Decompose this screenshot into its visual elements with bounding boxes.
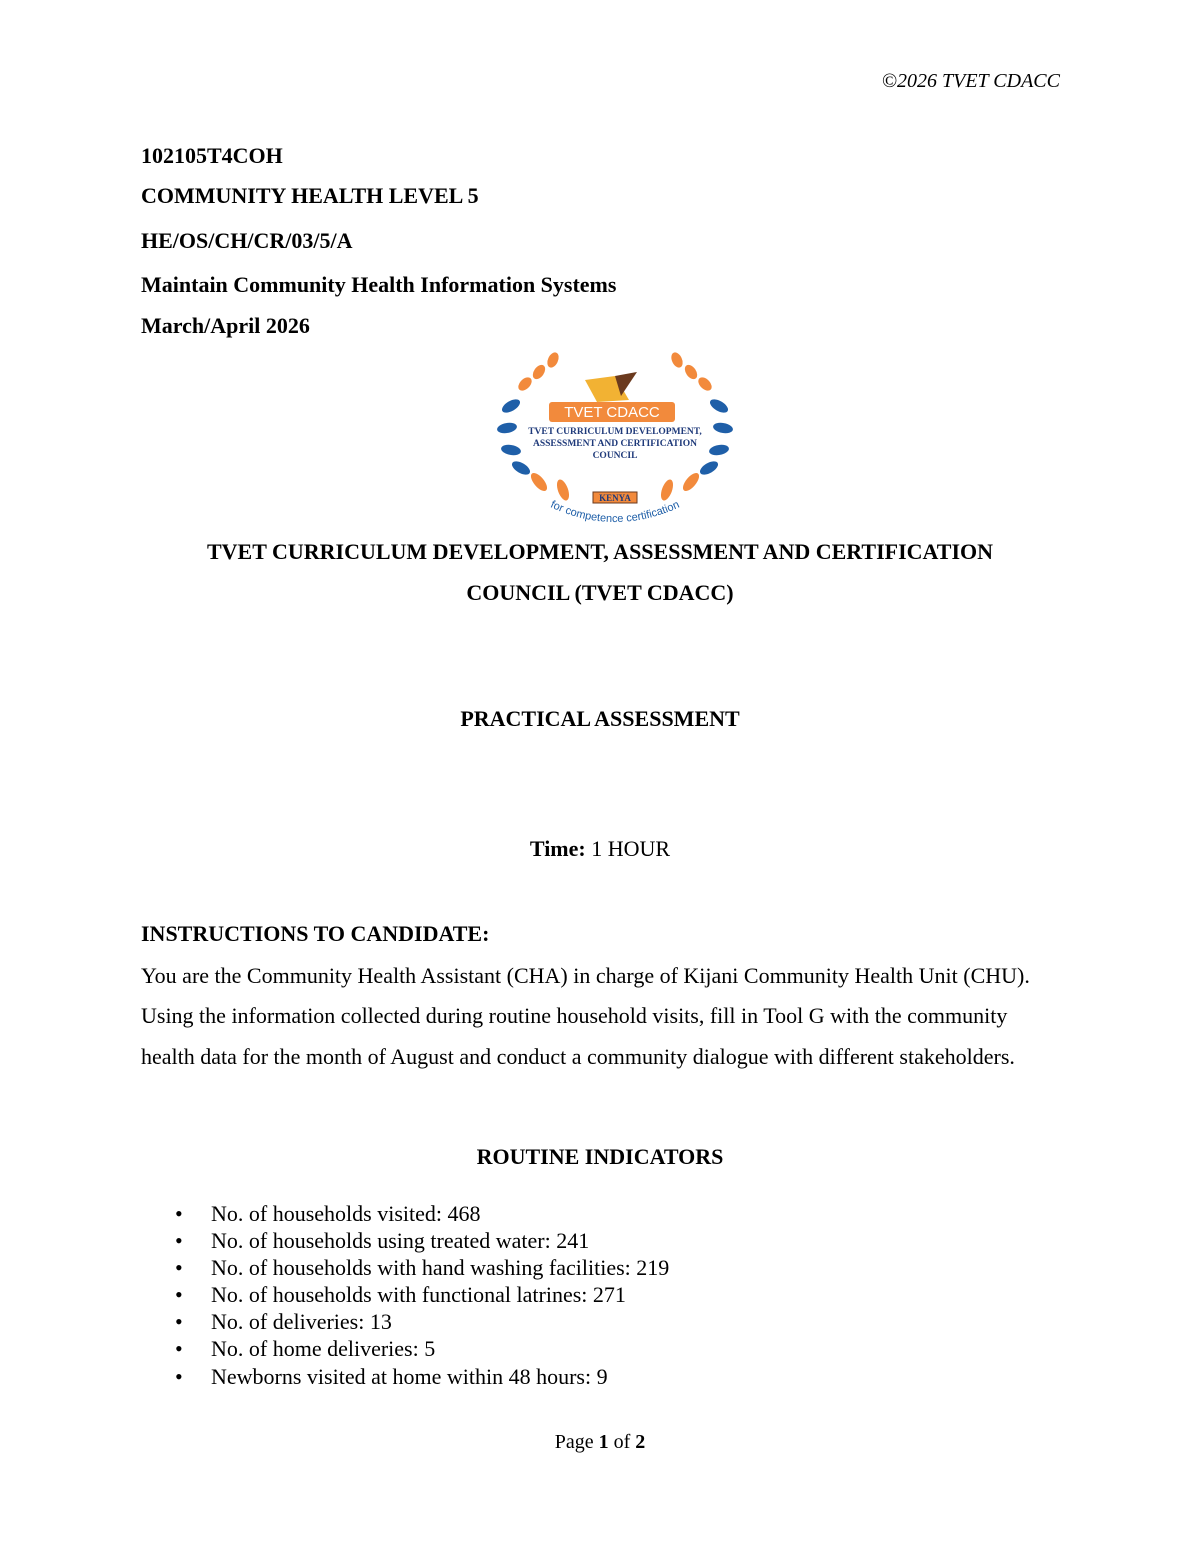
wreath-leaf — [680, 470, 702, 493]
logo-motto: for competence certification — [548, 498, 682, 526]
bullet-icon: • — [175, 1363, 183, 1389]
list-item-text: No. of deliveries: 13 — [211, 1309, 392, 1335]
wreath-leaf — [698, 459, 720, 478]
logo-line-1: TVET CURRICULUM DEVELOPMENT, — [528, 427, 702, 437]
list-item-text: No. of households with functional latrines: 271 — [211, 1282, 626, 1308]
wreath-leaf — [497, 421, 518, 434]
wreath-leaf — [530, 363, 547, 382]
bullet-icon: • — [175, 1309, 183, 1335]
council-name-line-1: TVET CURRICULUM DEVELOPMENT, ASSESSMENT AND CERTIFICATION — [206, 539, 994, 564]
list-item-text: Newborns visited at home within 48 hours: 9 — [211, 1363, 608, 1389]
page-number: 1 — [598, 1431, 609, 1453]
page-word: Page — [554, 1431, 594, 1453]
list-item-text: No. of households using treated water: 241 — [211, 1228, 590, 1254]
list-item — [175, 1227, 669, 1254]
instructions-text: You are the Community Health Assistant (CHA) in charge of Kijani Community Health Unit (CHU). Using the information collected during routine household visits, fill in Tool G with the community health data for the month of August and conduct a community dialogue with different stakeholders. — [141, 963, 1030, 1069]
wreath-leaf — [712, 421, 733, 434]
wreath-leaf — [555, 478, 572, 502]
bullet-icon: • — [175, 1336, 183, 1362]
wreath-leaf — [500, 443, 521, 456]
bullet-icon: • — [175, 1201, 183, 1226]
assessment-title: PRACTICAL ASSESSMENT — [460, 706, 740, 731]
unit-code: HE/OS/CH/CR/03/5/A — [141, 228, 353, 253]
page-footer — [0, 1431, 1200, 1454]
unit-title: Maintain Community Health Information Systems — [141, 272, 617, 297]
list-item — [175, 1254, 670, 1281]
routine-indicators-list — [175, 1200, 670, 1390]
wreath-leaf — [545, 351, 561, 370]
wreath-leaf — [659, 478, 676, 502]
list-item — [175, 1308, 669, 1335]
course-name: COMMUNITY HEALTH LEVEL 5 — [141, 183, 479, 208]
council-name — [0, 531, 1200, 613]
logo-line-2: ASSESSMENT AND CERTIFICATION — [532, 439, 698, 449]
council-name-line-2: COUNCIL (TVET CDACC) — [466, 580, 734, 605]
wreath-leaf — [669, 351, 685, 370]
wreath-leaf — [516, 375, 534, 393]
page-total: 2 — [635, 1431, 646, 1453]
wreath-leaf — [708, 397, 730, 416]
list-item-text: No. of home deliveries: 5 — [211, 1336, 436, 1362]
time-value: 1 HOUR — [591, 836, 671, 861]
logo-badge-text: TVET CDACC — [564, 404, 660, 421]
list-item-text: No. of households with hand washing facilities: 219 — [211, 1255, 670, 1281]
list-item — [175, 1363, 669, 1390]
list-item — [175, 1335, 669, 1362]
country-label: KENYA — [599, 493, 631, 503]
tvet-cdacc-logo — [497, 350, 733, 528]
logo-line-3: COUNCIL — [592, 451, 638, 461]
wreath-leaf — [510, 459, 532, 478]
list-item — [175, 1200, 669, 1227]
time-label: Time: — [529, 836, 586, 861]
list-item-text: No. of households visited: 468 — [211, 1201, 481, 1226]
of-word: of — [613, 1431, 631, 1453]
wreath-leaf — [528, 470, 550, 493]
list-item — [175, 1281, 669, 1308]
bullet-icon: • — [175, 1255, 183, 1281]
time-allowed — [0, 836, 1200, 862]
copyright-notice: ©2026 TVET CDACC — [881, 70, 1060, 92]
instructions-heading: INSTRUCTIONS TO CANDIDATE: — [141, 921, 490, 946]
bullet-icon: • — [175, 1228, 183, 1254]
exam-date: March/April 2026 — [141, 313, 310, 338]
wreath-leaf — [682, 363, 699, 382]
wreath-leaf — [696, 375, 714, 393]
paper-code: 102105T4COH — [141, 143, 283, 168]
bullet-icon: • — [175, 1282, 183, 1308]
routine-indicators-heading: ROUTINE INDICATORS — [476, 1144, 724, 1169]
wreath-leaf — [708, 443, 729, 456]
wreath-leaf — [500, 397, 522, 416]
